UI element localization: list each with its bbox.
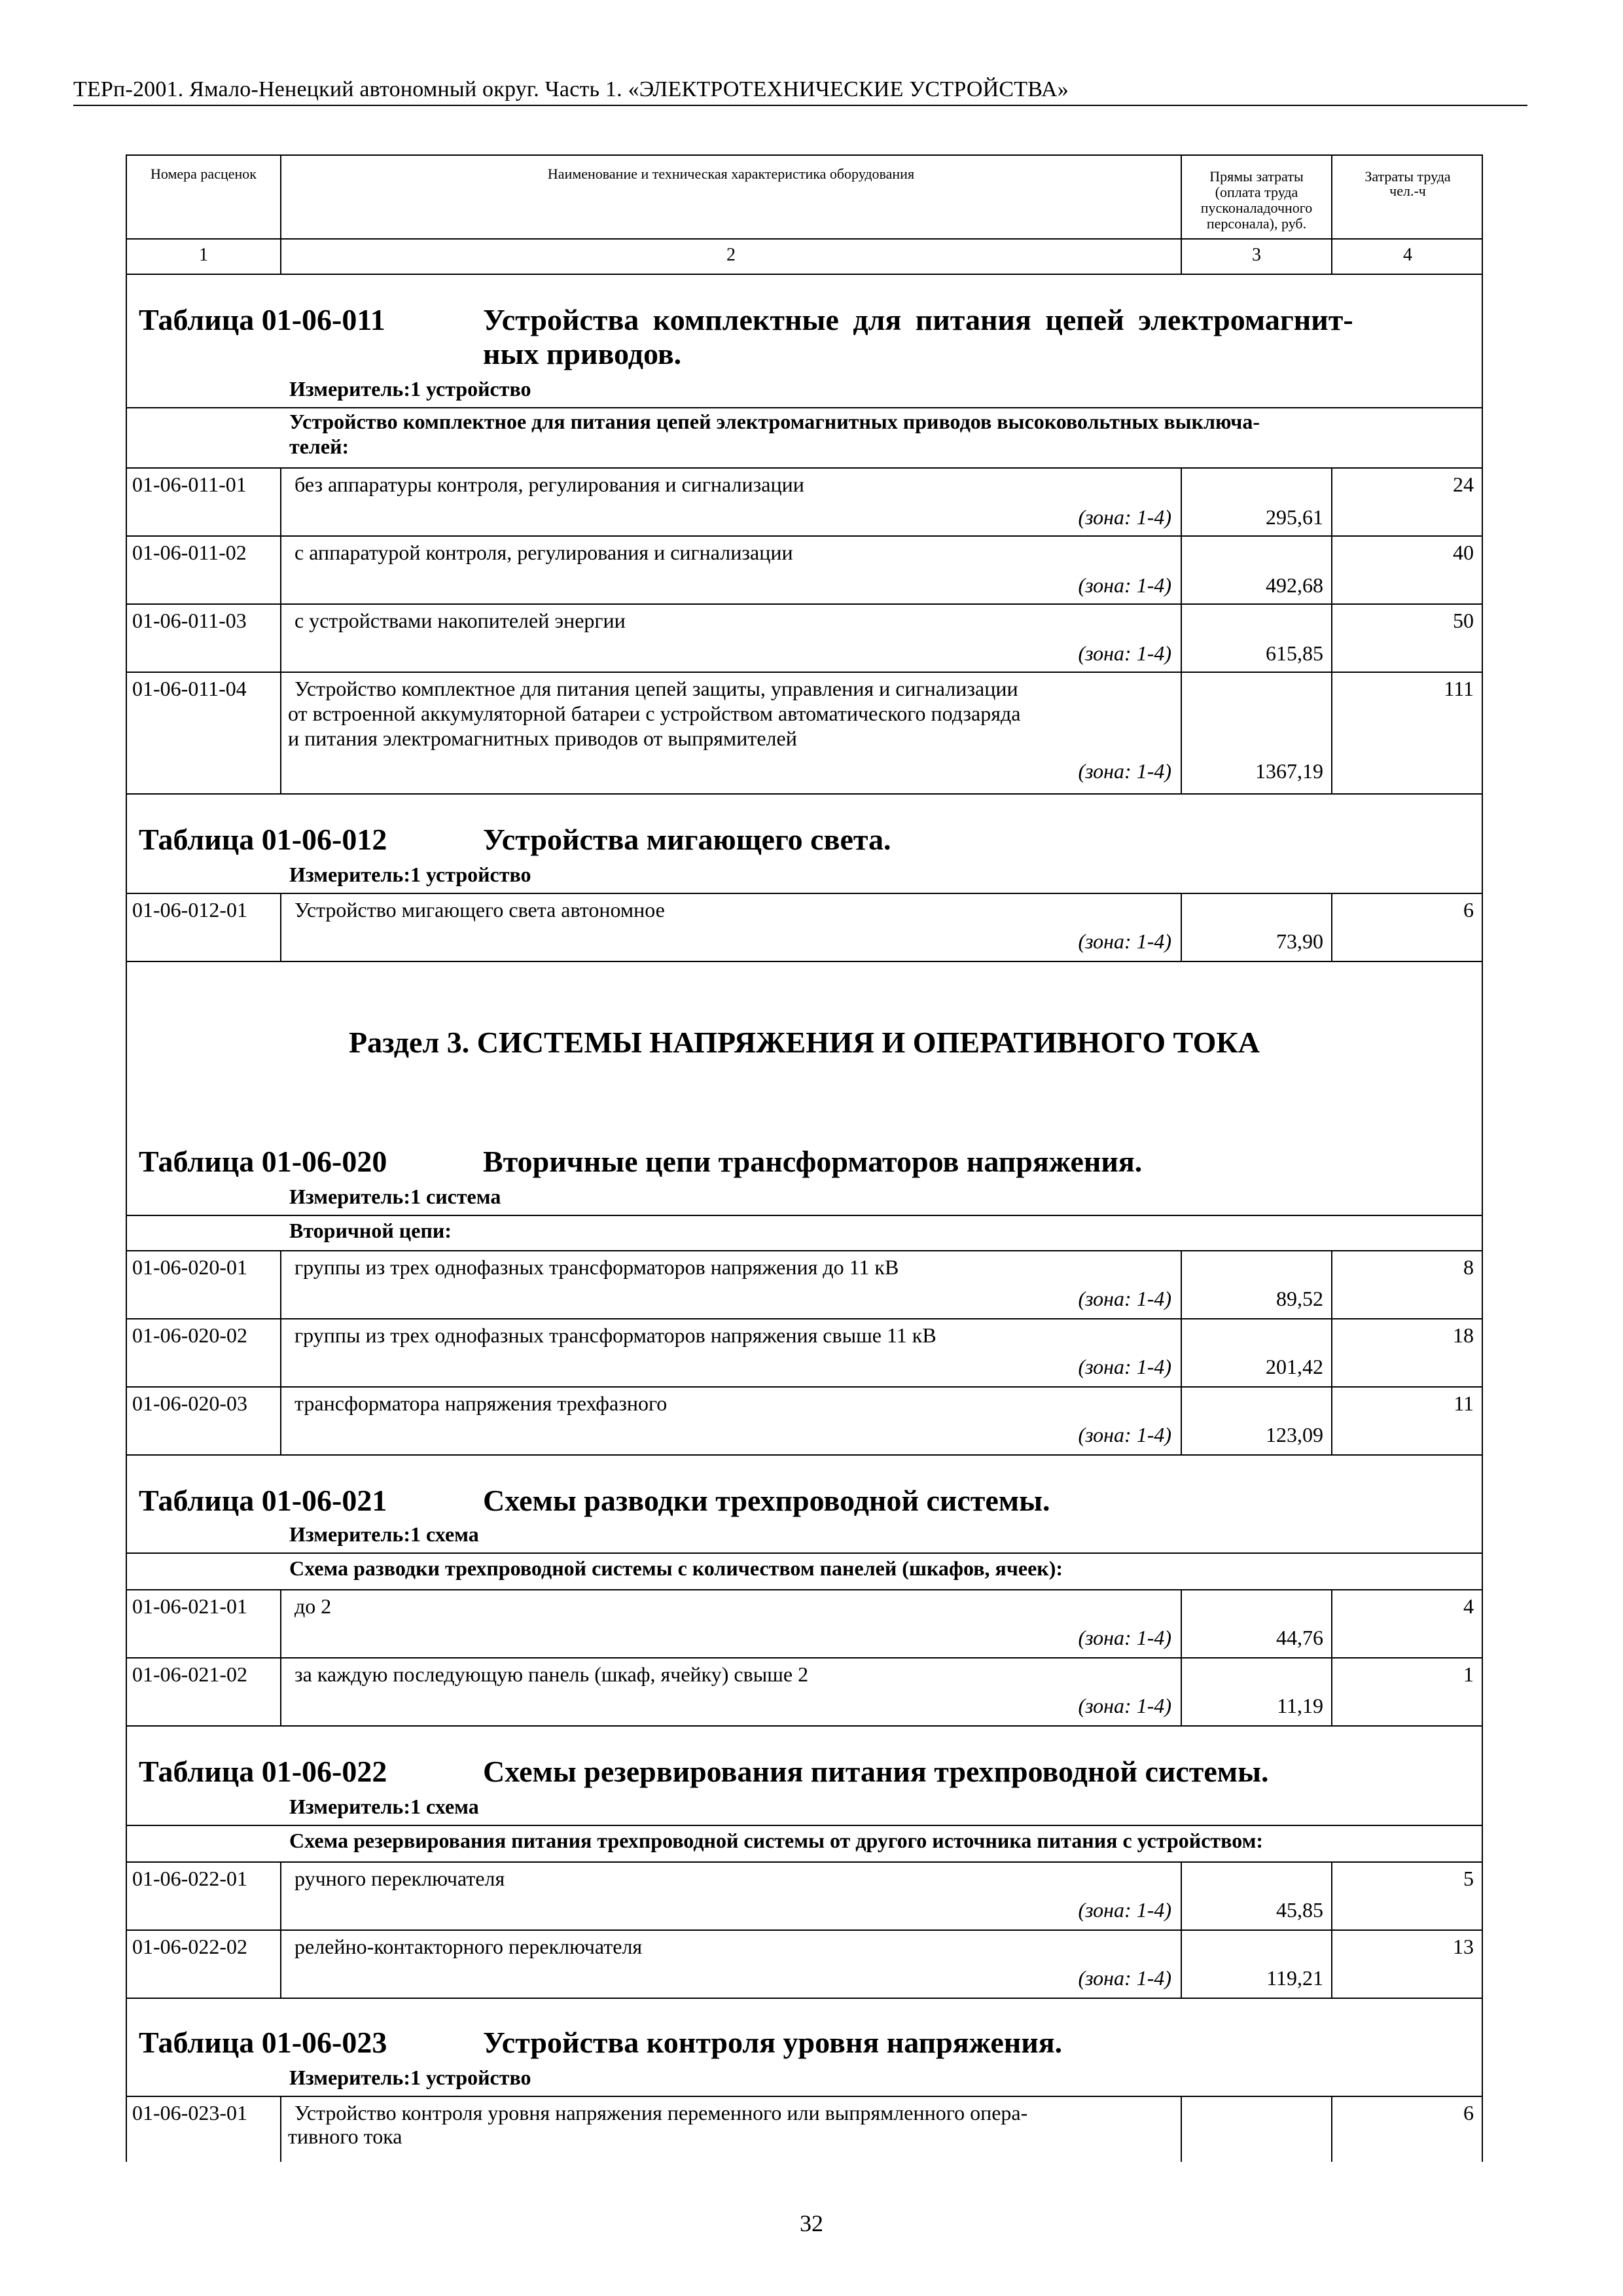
rate-code: 01-06-021-01 bbox=[132, 1594, 247, 1618]
rate-description: Устройство комплектное для питания цепей защиты, управления и сигнализации bbox=[294, 677, 1018, 700]
rate-code: 01-06-011-01 bbox=[132, 473, 247, 496]
rate-description: за каждую последующую панель (шкаф, ячейку) свыше 2 bbox=[294, 1662, 809, 1686]
direct-cost: 73,90 bbox=[1276, 929, 1323, 953]
labor-cost: 5 bbox=[1463, 1867, 1474, 1890]
rate-description: ручного переключателя bbox=[294, 1867, 505, 1890]
subgroup-heading: Схема разводки трехпроводной системы с количеством панелей (шкафов, ячеек): bbox=[289, 1556, 1063, 1580]
header-divider bbox=[126, 274, 1483, 275]
labor-cost: 4 bbox=[1463, 1594, 1474, 1618]
row-divider bbox=[126, 1657, 1483, 1659]
zone-label: (зона: 1-4) bbox=[1078, 505, 1171, 529]
labor-cost: 8 bbox=[1463, 1255, 1474, 1279]
table-title: Вторичные цепи трансформаторов напряжения. bbox=[483, 1145, 1143, 1178]
zone-label: (зона: 1-4) bbox=[1078, 1694, 1171, 1717]
rate-code: 01-06-011-02 bbox=[132, 541, 247, 564]
rate-description: группы из трех однофазных трансформаторов напряжения свыше 11 кВ bbox=[294, 1323, 936, 1347]
row-divider bbox=[126, 407, 1483, 408]
table-title: ных приводов. bbox=[483, 337, 682, 370]
zone-label: (зона: 1-4) bbox=[1078, 929, 1171, 953]
direct-cost: 123,09 bbox=[1266, 1423, 1323, 1446]
row-divider bbox=[126, 1250, 1483, 1251]
row-divider bbox=[126, 467, 1483, 469]
column-number: 4 bbox=[1403, 245, 1412, 265]
rate-description: группы из трех однофазных трансформаторов напряжения до 11 кВ bbox=[294, 1255, 899, 1279]
subgroup-heading: Вторичной цепи: bbox=[289, 1219, 452, 1242]
direct-cost: 492,68 bbox=[1266, 573, 1323, 597]
col-divider bbox=[1331, 154, 1332, 274]
zone-label: (зона: 1-4) bbox=[1078, 1287, 1171, 1310]
rate-description: релейно-контакторного переключателя bbox=[294, 1935, 643, 1958]
row-divider bbox=[126, 793, 1483, 795]
direct-cost: 45,85 bbox=[1276, 1898, 1323, 1922]
zone-label: (зона: 1-4) bbox=[1078, 1423, 1171, 1446]
row-divider bbox=[126, 893, 1483, 894]
row-divider bbox=[126, 1825, 1483, 1826]
section-heading: Раздел 3. СИСТЕМЫ НАПРЯЖЕНИЯ И ОПЕРАТИВНОГО ТОКА bbox=[349, 1026, 1260, 1059]
direct-cost: 295,61 bbox=[1266, 505, 1323, 529]
labor-cost: 6 bbox=[1463, 2101, 1474, 2125]
subgroup-heading: Устройство комплектное для питания цепей электромагнитных приводов высоковольтных выключа- bbox=[289, 410, 1260, 433]
row-divider bbox=[126, 961, 1483, 962]
rate-code: 01-06-020-02 bbox=[132, 1323, 247, 1347]
column-header-line: персонала), руб. bbox=[1206, 215, 1307, 232]
zone-label: (зона: 1-4) bbox=[1078, 573, 1171, 597]
zone-label: (зона: 1-4) bbox=[1078, 641, 1171, 665]
labor-cost: 111 bbox=[1444, 677, 1474, 700]
rate-code: 01-06-012-01 bbox=[132, 898, 247, 922]
col-divider bbox=[280, 467, 281, 793]
table-title: Схемы разводки трехпроводной системы. bbox=[483, 1484, 1050, 1517]
direct-cost: 89,52 bbox=[1276, 1287, 1323, 1310]
row-divider bbox=[126, 1318, 1483, 1319]
column-header-name: Наименование и техническая характеристика оборудования bbox=[547, 166, 915, 182]
labor-cost: 6 bbox=[1463, 898, 1474, 922]
col-divider bbox=[280, 2096, 281, 2162]
direct-cost: 119,21 bbox=[1266, 1966, 1323, 1990]
zone-label: (зона: 1-4) bbox=[1078, 759, 1171, 783]
col-divider bbox=[280, 154, 281, 274]
col-divider bbox=[1181, 154, 1182, 274]
labor-cost: 1 bbox=[1463, 1662, 1474, 1686]
header-divider bbox=[126, 238, 1483, 240]
table-number: Таблица 01-06-021 bbox=[139, 1484, 387, 1517]
rate-code: 01-06-020-01 bbox=[132, 1255, 247, 1279]
row-divider bbox=[126, 2096, 1483, 2097]
rate-description: с устройствами накопителей энергии bbox=[294, 609, 626, 632]
measure-unit: Измеритель:1 устройство bbox=[289, 377, 531, 401]
table-title: Устройства комплектные для питания цепей электромагнит- bbox=[483, 303, 1353, 336]
row-divider bbox=[126, 1589, 1483, 1590]
labor-cost: 50 bbox=[1453, 609, 1474, 632]
rate-description: без аппаратуры контроля, регулирования и сигнализации bbox=[294, 473, 804, 496]
row-divider bbox=[126, 1215, 1483, 1216]
zone-label: (зона: 1-4) bbox=[1078, 1626, 1171, 1649]
rate-description: трансформатора напряжения трехфазного bbox=[294, 1391, 668, 1415]
measure-unit: Измеритель:1 схема bbox=[289, 1522, 479, 1546]
measure-unit: Измеритель:1 схема bbox=[289, 1795, 479, 1818]
direct-cost: 201,42 bbox=[1266, 1355, 1323, 1378]
measure-unit: Измеритель:1 устройство bbox=[289, 2066, 531, 2089]
rate-code: 01-06-022-01 bbox=[132, 1867, 247, 1890]
col-divider bbox=[1331, 2096, 1332, 2162]
row-divider bbox=[126, 1861, 1483, 1863]
row-divider bbox=[126, 603, 1483, 605]
column-number: 1 bbox=[199, 245, 208, 265]
row-divider bbox=[126, 1929, 1483, 1931]
rate-description: тивного тока bbox=[288, 2125, 402, 2148]
table-number: Таблица 01-06-011 bbox=[139, 303, 385, 336]
column-number: 2 bbox=[726, 245, 736, 265]
row-divider bbox=[126, 1552, 1483, 1554]
labor-cost: 24 bbox=[1453, 473, 1474, 496]
rate-description: и питания электромагнитных приводов от выпрямителей bbox=[288, 726, 797, 750]
table-number: Таблица 01-06-020 bbox=[139, 1145, 387, 1178]
row-divider bbox=[126, 1454, 1483, 1456]
column-header-codes: Номера расценок bbox=[151, 166, 257, 182]
measure-unit: Измеритель:1 устройство bbox=[289, 863, 531, 886]
column-header-line: Прямы затраты bbox=[1209, 168, 1304, 185]
rate-code: 01-06-023-01 bbox=[132, 2101, 247, 2125]
rate-code: 01-06-022-02 bbox=[132, 1935, 247, 1958]
row-divider bbox=[126, 1998, 1483, 1999]
col-divider bbox=[1331, 893, 1332, 961]
table-title: Устройства мигающего света. bbox=[483, 823, 891, 856]
col-divider bbox=[280, 893, 281, 961]
table-number: Таблица 01-06-012 bbox=[139, 823, 387, 856]
column-header-line: Затраты труда bbox=[1364, 168, 1451, 185]
zone-label: (зона: 1-4) bbox=[1078, 1898, 1171, 1922]
labor-cost: 13 bbox=[1453, 1935, 1474, 1958]
column-header-line: чел.-ч bbox=[1389, 183, 1426, 199]
rate-description: с аппаратурой контроля, регулирования и сигнализации bbox=[294, 541, 793, 564]
rate-description: Устройство мигающего света автономное bbox=[294, 898, 665, 922]
subgroup-heading: Схема резервирования питания трехпроводной системы от другого источника питания с устройством: bbox=[289, 1829, 1264, 1852]
col-divider bbox=[1331, 467, 1332, 793]
running-header: ТЕРп-2001. Ямало-Ненецкий автономный округ. Часть 1. «ЭЛЕКТРОТЕХНИЧЕСКИЕ УСТРОЙСТВА» bbox=[73, 77, 1069, 101]
page-number: 32 bbox=[800, 2210, 823, 2236]
row-divider bbox=[126, 672, 1483, 673]
rate-code: 01-06-011-04 bbox=[132, 677, 247, 700]
col-divider bbox=[1181, 2096, 1182, 2162]
direct-cost: 44,76 bbox=[1276, 1626, 1323, 1649]
column-number: 3 bbox=[1252, 245, 1261, 265]
col-divider bbox=[1181, 893, 1182, 961]
direct-cost: 615,85 bbox=[1266, 641, 1323, 665]
col-divider bbox=[1181, 1250, 1182, 1454]
labor-cost: 18 bbox=[1453, 1323, 1474, 1347]
table-title: Схемы резервирования питания трехпроводной системы. bbox=[483, 1755, 1269, 1788]
col-divider bbox=[280, 1250, 281, 1454]
zone-label: (зона: 1-4) bbox=[1078, 1966, 1171, 1990]
subgroup-heading: телей: bbox=[289, 435, 349, 458]
rate-code: 01-06-021-02 bbox=[132, 1662, 247, 1686]
zone-label: (зона: 1-4) bbox=[1078, 1355, 1171, 1378]
table-number: Таблица 01-06-022 bbox=[139, 1755, 387, 1788]
col-divider bbox=[1331, 1250, 1332, 1454]
rate-description: Устройство контроля уровня напряжения переменного или выпрямленного опера- bbox=[294, 2101, 1028, 2125]
rate-description: до 2 bbox=[294, 1594, 332, 1618]
measure-unit: Измеритель:1 система bbox=[289, 1185, 501, 1208]
rate-description: от встроенной аккумуляторной батареи с устройством автоматического подзаряда bbox=[288, 702, 1021, 725]
direct-cost: 1367,19 bbox=[1255, 759, 1323, 783]
rate-code: 01-06-020-03 bbox=[132, 1391, 247, 1415]
column-header-line: (оплата труда bbox=[1215, 184, 1298, 200]
rate-code: 01-06-011-03 bbox=[132, 609, 247, 632]
labor-cost: 11 bbox=[1454, 1391, 1474, 1415]
row-divider bbox=[126, 1386, 1483, 1388]
table-number: Таблица 01-06-023 bbox=[139, 2026, 387, 2059]
direct-cost: 11,19 bbox=[1277, 1694, 1323, 1717]
labor-cost: 40 bbox=[1453, 541, 1474, 564]
col-divider bbox=[1181, 467, 1182, 793]
row-divider bbox=[126, 535, 1483, 537]
column-header-line: пусконаладочного bbox=[1200, 200, 1313, 216]
table-title: Устройства контроля уровня напряжения. bbox=[483, 2026, 1063, 2059]
header-rule bbox=[73, 105, 1527, 106]
row-divider bbox=[126, 1725, 1483, 1727]
